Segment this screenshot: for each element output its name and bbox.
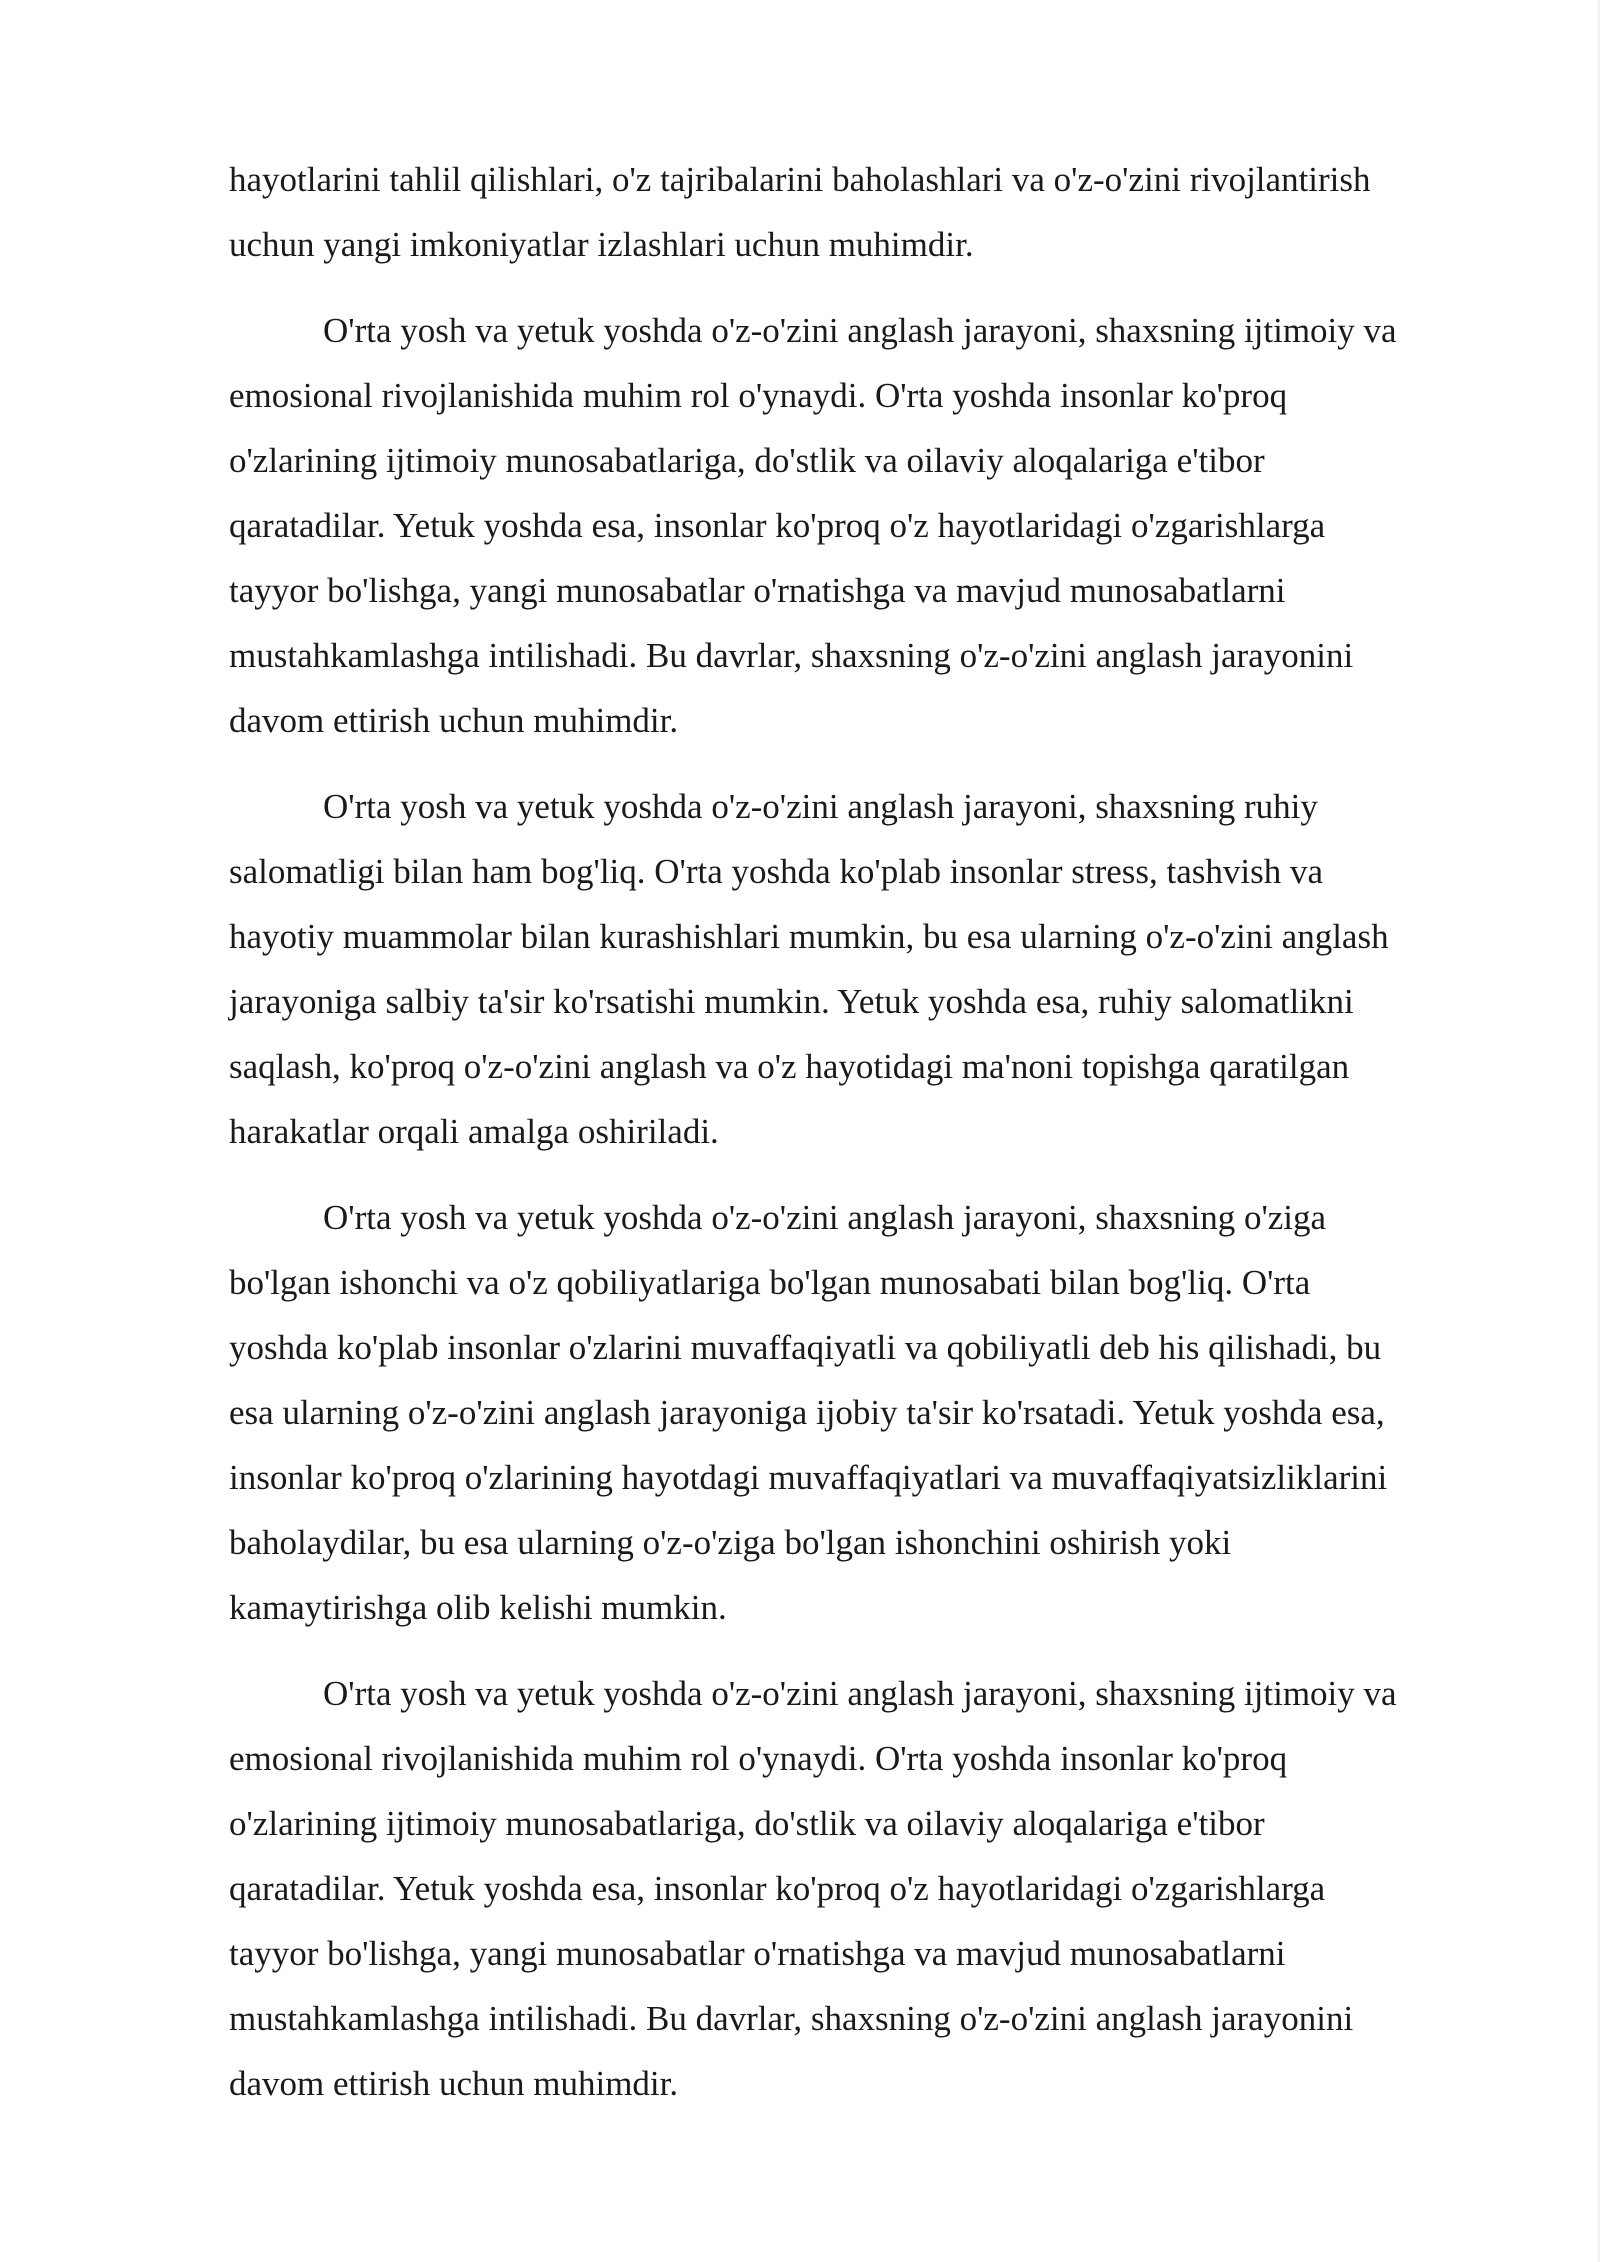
text-line: kamaytirishga olib kelishi mumkin. <box>229 1588 727 1627</box>
page-edge-shadow <box>1596 0 1600 2262</box>
text-line: baholaydilar, bu esa ularning o'z-o'ziga bo'lgan ishonchini oshirish yoki <box>229 1523 1232 1562</box>
text-line: harakatlar orqali amalga oshiriladi. <box>229 1112 719 1151</box>
paragraph-1 <box>229 147 1481 277</box>
text-line: hayotlarini tahlil qilishlari, o'z tajribalarini baholashlari va o'z-o'zini rivojlantirish <box>229 160 1371 199</box>
text-line: bo'lgan ishonchi va o'z qobiliyatlariga bo'lgan munosabati bilan bog'liq. O'rta <box>229 1263 1311 1302</box>
paragraph-2 <box>229 298 1481 753</box>
text-line: uchun yangi imkoniyatlar izlashlari uchun muhimdir. <box>229 225 974 264</box>
text-line: jarayoniga salbiy ta'sir ko'rsatishi mumkin. Yetuk yoshda esa, ruhiy salomatlikni <box>229 982 1354 1021</box>
text-line: o'zlarining ijtimoiy munosabatlariga, do'stlik va oilaviy aloqalariga e'tibor <box>229 1804 1265 1843</box>
text-line: qaratadilar. Yetuk yoshda esa, insonlar ko'proq o'z hayotlaridagi o'zgarishlarga <box>229 1869 1326 1908</box>
text-line: O'rta yosh va yetuk yoshda o'z-o'zini anglash jarayoni, shaxsning o'ziga <box>323 1198 1327 1237</box>
text-line: davom ettirish uchun muhimdir. <box>229 701 679 740</box>
text-line: salomatligi bilan ham bog'liq. O'rta yoshda ko'plab insonlar stress, tashvish va <box>229 852 1324 891</box>
text-line: insonlar ko'proq o'zlarining hayotdagi muvaffaqiyatlari va muvaffaqiyatsizliklarini <box>229 1458 1388 1497</box>
text-line: o'zlarining ijtimoiy munosabatlariga, do'stlik va oilaviy aloqalariga e'tibor <box>229 441 1265 480</box>
document-body <box>229 147 1481 2137</box>
text-line: tayyor bo'lishga, yangi munosabatlar o'rnatishga va mavjud munosabatlarni <box>229 1934 1286 1973</box>
text-line: yoshda ko'plab insonlar o'zlarini muvaffaqiyatli va qobiliyatli deb his qilishadi, bu <box>229 1328 1382 1367</box>
text-line: O'rta yosh va yetuk yoshda o'z-o'zini anglash jarayoni, shaxsning ijtimoiy va <box>323 311 1397 350</box>
text-line: mustahkamlashga intilishadi. Bu davrlar, shaxsning o'z-o'zini anglash jarayonini <box>229 1999 1354 2038</box>
text-line: hayotiy muammolar bilan kurashishlari mumkin, bu esa ularning o'z-o'zini anglash <box>229 917 1389 956</box>
text-line: saqlash, ko'proq o'z-o'zini anglash va o'z hayotidagi ma'noni topishga qaratilgan <box>229 1047 1350 1086</box>
text-line: O'rta yosh va yetuk yoshda o'z-o'zini anglash jarayoni, shaxsning ijtimoiy va <box>323 1674 1397 1713</box>
text-line: emosional rivojlanishida muhim rol o'ynaydi. O'rta yoshda insonlar ko'proq <box>229 376 1288 415</box>
text-line: emosional rivojlanishida muhim rol o'ynaydi. O'rta yoshda insonlar ko'proq <box>229 1739 1288 1778</box>
text-line: qaratadilar. Yetuk yoshda esa, insonlar ko'proq o'z hayotlaridagi o'zgarishlarga <box>229 506 1326 545</box>
paragraph-4 <box>229 1185 1481 1640</box>
text-line: davom ettirish uchun muhimdir. <box>229 2064 679 2103</box>
paragraph-5 <box>229 1661 1481 2116</box>
paragraph-3 <box>229 774 1481 1164</box>
text-line: tayyor bo'lishga, yangi munosabatlar o'rnatishga va mavjud munosabatlarni <box>229 571 1286 610</box>
text-line: mustahkamlashga intilishadi. Bu davrlar, shaxsning o'z-o'zini anglash jarayonini <box>229 636 1354 675</box>
text-line: esa ularning o'z-o'zini anglash jarayoniga ijobiy ta'sir ko'rsatadi. Yetuk yoshda esa, <box>229 1393 1385 1432</box>
text-line: O'rta yosh va yetuk yoshda o'z-o'zini anglash jarayoni, shaxsning ruhiy <box>323 787 1318 826</box>
